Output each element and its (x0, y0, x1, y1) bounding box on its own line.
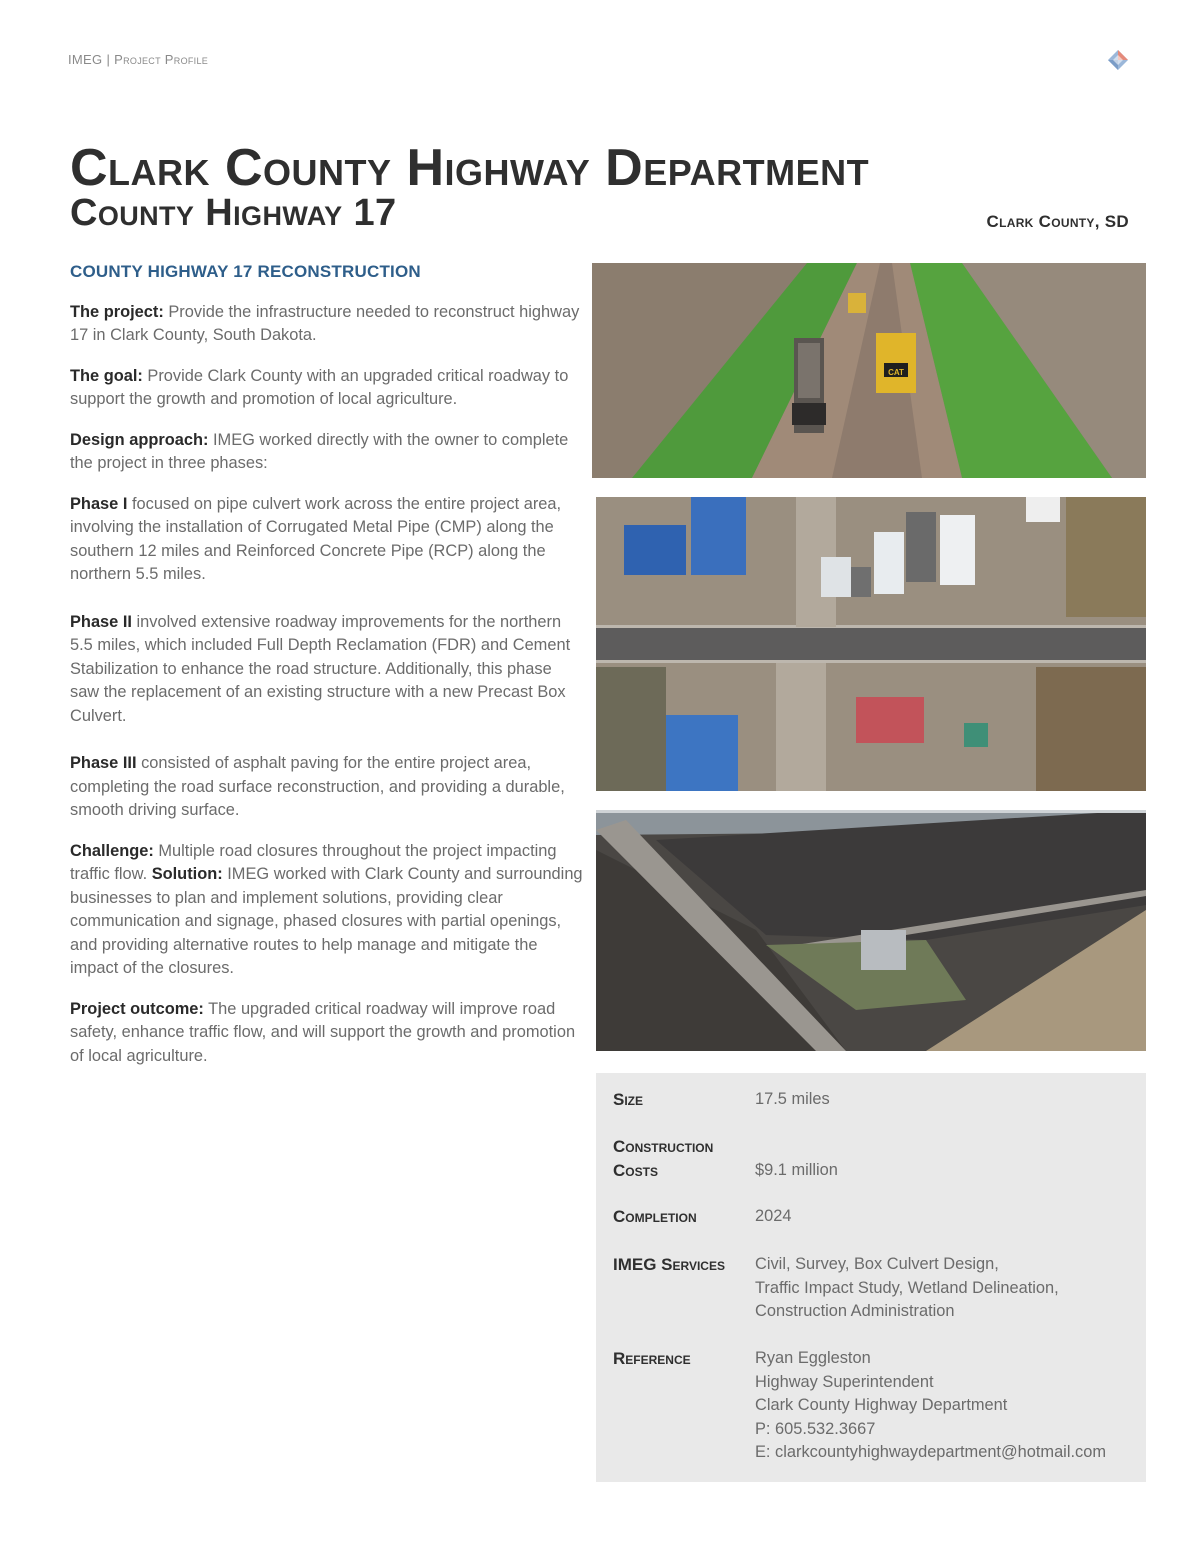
outcome-paragraph: Project outcome: The upgraded critical roadway will improve road safety, enhance traffic flow, and will support the growth and promotion of local agriculture. (70, 999, 576, 1065)
fact-reference-line: Highway Superintendent (755, 1372, 934, 1391)
brand-label: IMEG (68, 52, 103, 67)
fact-cost-label-2: Costs (613, 1160, 658, 1180)
project-location: Clark County, SD (986, 212, 1129, 231)
fact-services-label: IMEG Services (613, 1255, 725, 1274)
fact-size-value: 17.5 miles (755, 1090, 830, 1108)
page-subtitle: County Highway 17 (70, 192, 397, 234)
cat-badge: CAT (888, 368, 904, 377)
phase-2-paragraph: Phase II involved extensive roadway improvements for the northern 5.5 miles, which included Full Depth Reclamation (FDR) and Cement Stabilization to enhance the road structure. Additionally, this phase saw the replacement of an existing structure with a new Precast Box Culvert. (70, 612, 571, 725)
fact-cost-label-1: Construction (613, 1137, 714, 1156)
fact-services-line: Traffic Impact Study, Wetland Delineation, (755, 1278, 1059, 1297)
fact-completion-value: 2024 (755, 1207, 792, 1225)
fact-reference-email[interactable]: E: clarkcountyhighwaydepartment@hotmail.com (755, 1443, 1106, 1461)
fact-completion-label: Completion (613, 1207, 697, 1226)
section-heading: COUNTY HIGHWAY 17 RECONSTRUCTION (70, 262, 421, 281)
photo-road-construction (592, 263, 1146, 478)
fact-reference-line: Ryan Eggleston (755, 1349, 871, 1367)
fact-reference-line: Clark County Highway Department (755, 1396, 1008, 1414)
fact-services-line: Civil, Survey, Box Culvert Design, (755, 1255, 999, 1273)
fact-reference-label: Reference (613, 1349, 691, 1368)
fact-services-line: Construction Administration (755, 1302, 955, 1320)
fact-size-label: Size (613, 1090, 644, 1109)
challenge-solution-paragraph: Challenge: Multiple road closures throughout the project impacting traffic flow. Solution: IMEG worked with Clark County and surrounding businesses to plan and implement solutions, providing clear communication and signage, phased closures with partial openings, and providing alternative routes to help manage and mitigate the impact of the closures. (70, 841, 583, 977)
photo-town-aerial (596, 497, 1146, 791)
photo-fields-aerial (596, 810, 1146, 1051)
project-description (70, 260, 585, 1085)
design-approach-paragraph: Design approach: IMEG worked directly with the owner to complete the project in three phases: (70, 430, 569, 472)
header-breadcrumb: IMEG | Project Profile (68, 52, 209, 67)
project-paragraph: The project: Provide the infrastructure needed to reconstruct highway 17 in Clark County, South Dakota. (70, 302, 580, 344)
fact-cost-value: $9.1 million (755, 1160, 838, 1179)
project-facts-panel (596, 1073, 1146, 1482)
fact-construction-costs (613, 1135, 1133, 1183)
fact-reference-line: P: 605.532.3667 (755, 1419, 876, 1438)
page-title: Clark County Highway Department (70, 139, 870, 197)
imeg-logo-icon (1106, 48, 1130, 72)
phase-1-paragraph: Phase I focused on pipe culvert work across the entire project area, involving the installation of Corrugated Metal Pipe (CMP) along the southern 12 miles and Reinforced Concrete Pipe (RCP) along the northern 5.5 miles. (70, 494, 562, 583)
goal-paragraph: The goal: Provide Clark County with an upgraded critical roadway to support the growth and promotion of local agriculture. (70, 366, 569, 408)
section-label: Project Profile (114, 52, 209, 67)
phase-3-paragraph: Phase III consisted of asphalt paving for the entire project area, completing the road surface reconstruction, and providing a durable, smooth driving surface. (70, 754, 565, 819)
